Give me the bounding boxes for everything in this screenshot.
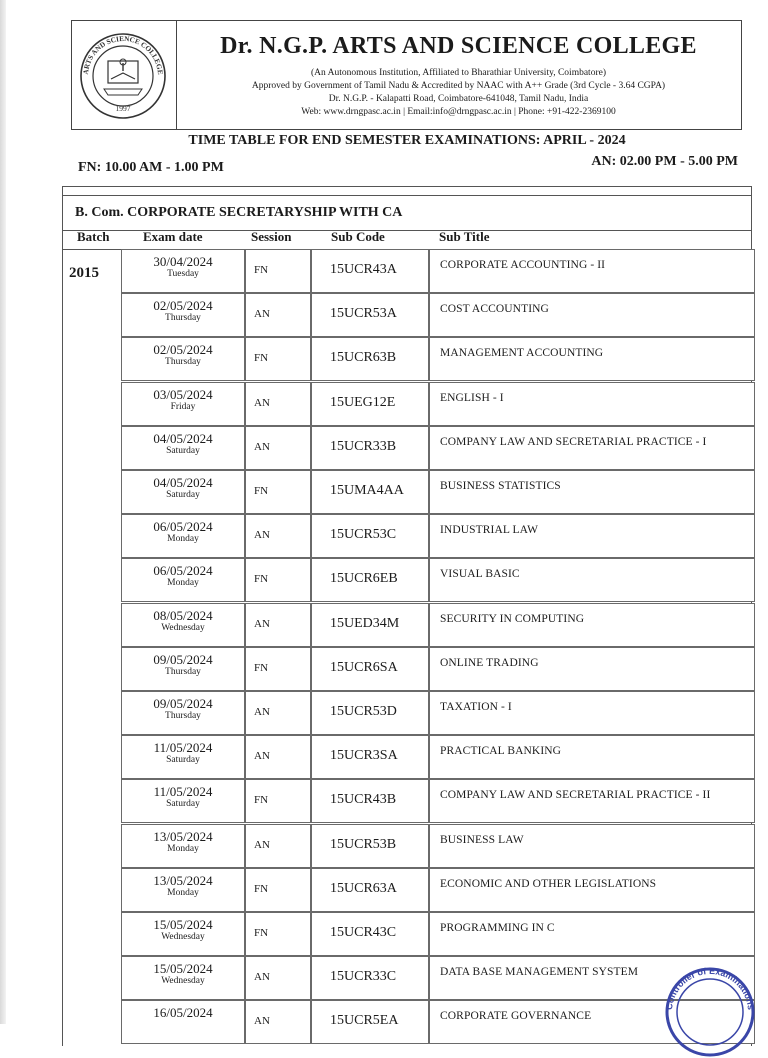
exam-day: Saturday [166,755,200,766]
sub-code-value: 15UCR53D [330,704,397,719]
sub-title-value: MANAGEMENT ACCOUNTING [440,347,604,360]
session-value: AN [254,1015,270,1028]
contact-line: Web: www.drngpasc.ac.in | Email:info@drngpasc.ac.in | Phone: +91-422-2369100 [301,107,616,117]
logo-cell [72,21,177,129]
sub-title-cell [429,603,755,647]
session-value: AN [254,529,270,542]
session-value: AN [254,440,270,453]
session-cell [245,735,311,779]
sub-title-value: CORPORATE GOVERNANCE [440,1010,592,1023]
table-row [121,603,753,647]
address-line: Dr. N.G.P. - Kalapatti Road, Coimbatore-641048, Tamil Nadu, India [328,94,589,104]
table-row [121,956,753,1000]
exam-date: 13/05/2024 [153,872,213,888]
sub-code-cell [311,912,429,956]
session-value: AN [254,750,270,763]
table-row [121,382,753,426]
sub-code-cell [311,868,429,912]
sub-code-value: 15UCR3SA [330,748,398,764]
table-row [121,558,753,602]
exam-date: 06/05/2024 [153,563,213,579]
sub-code-value: 15UMA4AA [330,483,404,498]
exam-date: 11/05/2024 [153,740,213,756]
sub-title-value: PROGRAMMING IN C [440,922,555,934]
table-row [121,779,753,823]
session-cell [245,558,311,602]
column-header-session: Session [251,229,292,244]
exam-date-cell [121,249,245,293]
sub-title-cell [429,647,755,691]
fn-session-time: FN: 10.00 AM - 1.00 PM [78,160,224,175]
exam-date: 15/05/2024 [153,917,213,932]
exam-day: Thursday [165,313,201,324]
session-cell [245,912,311,956]
exam-date-cell [121,470,245,514]
table-row [121,912,753,956]
exam-date-cell [121,912,245,956]
table-row [121,824,753,868]
column-header-sub-code: Sub Code [331,229,385,244]
sub-code-value: 15UCR43C [330,925,397,940]
exam-date-cell [121,735,245,779]
accreditation-line: Approved by Government of Tamil Nadu & Accredited by NAAC with A++ Grade (3rd Cycle - 3.64 CGPA) [251,81,666,91]
sub-title-cell [429,824,755,868]
sub-title-value: INDUSTRIAL LAW [440,524,539,537]
timetable-title: TIME TABLE FOR END SEMESTER EXAMINATIONS: APRIL - 2024 [188,133,626,148]
logo-year: 1997 [115,104,131,113]
session-value: FN [254,264,269,276]
table-row [121,293,753,337]
column-header-sub-title: Sub Title [439,229,490,244]
exam-day: Wednesday [161,932,205,942]
sub-title-cell [429,337,755,381]
logo-arc-text: ARTS AND SCIENCE COLLEGE [81,34,165,75]
sub-title-value: COMPANY LAW AND SECRETARIAL PRACTICE - II [440,789,711,802]
sub-code-cell [311,249,429,293]
sub-title-value: SECURITY IN COMPUTING [440,612,585,625]
controller-seal-stamp [664,966,756,1058]
exam-date: 06/05/2024 [153,519,213,535]
letterhead [71,20,742,130]
column-header-exam-date: Exam date [143,229,203,244]
sub-title-cell [429,779,755,823]
exam-date: 16/05/2024 [153,1005,213,1021]
exam-date: 04/05/2024 [153,475,213,490]
exam-date-cell [121,779,245,823]
exam-date: 15/05/2024 [153,961,213,977]
session-cell [245,514,311,558]
sub-code-value: 15UCR63A [330,880,397,896]
sub-code-value: 15UEG12E [330,394,396,410]
sub-title-cell [429,514,755,558]
sub-title-cell [429,470,755,514]
exam-date-cell [121,337,245,381]
exam-date-cell [121,824,245,868]
exam-date: 30/04/2024 [153,254,213,269]
sub-code-value: 15UCR53B [330,836,397,852]
sub-code-cell [311,337,429,381]
sub-code-cell [311,779,429,823]
sub-code-cell [311,514,429,558]
college-name: Dr. N.G.P. ARTS AND SCIENCE COLLEGE [220,33,697,59]
timetable [62,186,752,1046]
sub-code-value: 15UCR53A [330,306,397,322]
session-value: FN [254,661,269,674]
sub-title-value: CORPORATE ACCOUNTING - II [440,259,606,271]
sub-code-value: 15UCR43B [330,792,397,808]
exam-date-cell [121,293,245,337]
sub-title-value: ENGLISH - I [440,391,504,404]
sub-code-cell [311,1000,429,1044]
sub-code-cell [311,470,429,514]
exam-day: Thursday [165,357,201,368]
college-logo-icon [78,31,168,121]
session-cell [245,426,311,470]
exam-date: 09/05/2024 [153,651,213,667]
session-cell [245,470,311,514]
sub-code-value: 15UCR53C [330,527,397,543]
sub-title-value: ECONOMIC AND OTHER LEGISLATIONS [440,877,657,890]
session-cell [245,382,311,426]
exam-date-cell [121,603,245,647]
sub-code-cell [311,647,429,691]
session-cell [245,1000,311,1044]
sub-title-cell [429,293,755,337]
sub-code-value: 15UCR5EA [330,1013,399,1029]
exam-date-cell [121,1000,245,1044]
exam-day: Tuesday [167,269,199,279]
sub-title-cell [429,249,755,293]
table-row [121,470,753,514]
exam-date-cell [121,426,245,470]
session-cell [245,249,311,293]
table-row [121,426,753,470]
sub-code-cell [311,293,429,337]
sub-title-cell [429,558,755,602]
exam-day: Monday [167,534,199,545]
session-cell [245,293,311,337]
table-row [121,691,753,735]
sub-title-value: BUSINESS LAW [440,833,524,846]
course-title: B. Com. CORPORATE SECRETARYSHIP WITH CA [75,205,403,220]
page-edge-shadow [0,0,6,1024]
sub-title-cell [429,912,755,956]
exam-date-cell [121,514,245,558]
sub-code-cell [311,426,429,470]
session-value: FN [254,485,269,497]
sub-code-value: 15UCR6EB [330,571,398,587]
exam-day: Wednesday [161,976,205,987]
sub-code-value: 15UED34M [330,615,400,631]
session-value: FN [254,794,269,807]
sub-code-cell [311,382,429,426]
sub-title-cell [429,691,755,735]
sub-title-cell [429,382,755,426]
exam-day: Friday [170,401,196,412]
exam-date-cell [121,956,245,1000]
sub-code-cell [311,691,429,735]
exam-date: 03/05/2024 [153,386,213,402]
exam-day: Saturday [166,799,200,810]
sub-title-cell [429,735,755,779]
exam-day: Monday [167,578,199,589]
table-row [121,337,753,381]
exam-date: 13/05/2024 [153,828,213,844]
exam-day: Wednesday [161,622,205,633]
exam-date: 08/05/2024 [153,607,213,623]
sub-title-value: BUSINESS STATISTICS [440,480,561,492]
column-header-batch: Batch [77,229,110,244]
exam-day: Monday [167,843,199,854]
exam-day: Thursday [165,711,201,721]
exam-date: 11/05/2024 [153,784,213,800]
exam-date-cell [121,691,245,735]
exam-date-cell [121,382,245,426]
session-cell [245,868,311,912]
table-row [121,1000,753,1044]
table-row [121,647,753,691]
sub-code-value: 15UCR6SA [330,659,398,675]
session-cell [245,603,311,647]
sub-code-cell [311,603,429,647]
sub-code-cell [311,824,429,868]
course-row [63,195,751,231]
sub-code-cell [311,558,429,602]
exam-day: Thursday [165,666,201,677]
session-value: AN [254,308,270,321]
sub-title-cell [429,868,755,912]
session-value: FN [254,352,269,365]
sub-code-value: 15UCR33C [330,969,397,985]
affiliation-line: (An Autonomous Institution, Affiliated to Bharathiar University, Coimbatore) [311,68,606,78]
session-value: AN [254,396,270,409]
exam-day: Saturday [166,490,200,500]
exam-date-cell [121,647,245,691]
session-value: AN [254,617,270,630]
exam-date: 02/05/2024 [153,298,213,314]
session-value: AN [254,971,270,984]
sub-title-value: PRACTICAL BANKING [440,745,562,758]
exam-date-cell [121,868,245,912]
session-value: FN [254,927,269,939]
session-cell [245,691,311,735]
sub-code-value: 15UCR43A [330,262,397,277]
sub-title-value: COMPANY LAW AND SECRETARIAL PRACTICE - I [440,435,707,448]
exam-date: 04/05/2024 [153,430,213,446]
sub-code-value: 15UCR63B [330,350,397,366]
sub-title-value: VISUAL BASIC [440,568,520,581]
table-row [121,868,753,912]
sub-title-cell [429,426,755,470]
session-cell [245,337,311,381]
session-cell [245,647,311,691]
exam-date: 09/05/2024 [153,696,213,711]
table-row [121,249,753,293]
session-cell [245,779,311,823]
sub-code-value: 15UCR33B [330,438,397,454]
session-value: FN [254,882,269,895]
session-value: AN [254,706,270,718]
sub-title-value: DATA BASE MANAGEMENT SYSTEM [440,966,639,979]
exam-date-cell [121,558,245,602]
session-cell [245,824,311,868]
sub-code-cell [311,956,429,1000]
table-row [121,735,753,779]
sub-title-value: ONLINE TRADING [440,656,539,669]
exam-day: Saturday [166,445,200,456]
batch-value: 2015 [69,265,99,281]
session-value: FN [254,573,269,586]
session-cell [245,956,311,1000]
seal-text: Controller of Examinations [664,966,756,1011]
exam-day: Monday [167,887,199,898]
session-value: AN [254,838,270,851]
sub-title-value: TAXATION - I [440,701,512,713]
sub-title-value: COST ACCOUNTING [440,303,549,316]
an-session-time: AN: 02.00 PM - 5.00 PM [591,154,738,169]
exam-date: 02/05/2024 [153,342,213,358]
sub-code-cell [311,735,429,779]
table-row [121,514,753,558]
